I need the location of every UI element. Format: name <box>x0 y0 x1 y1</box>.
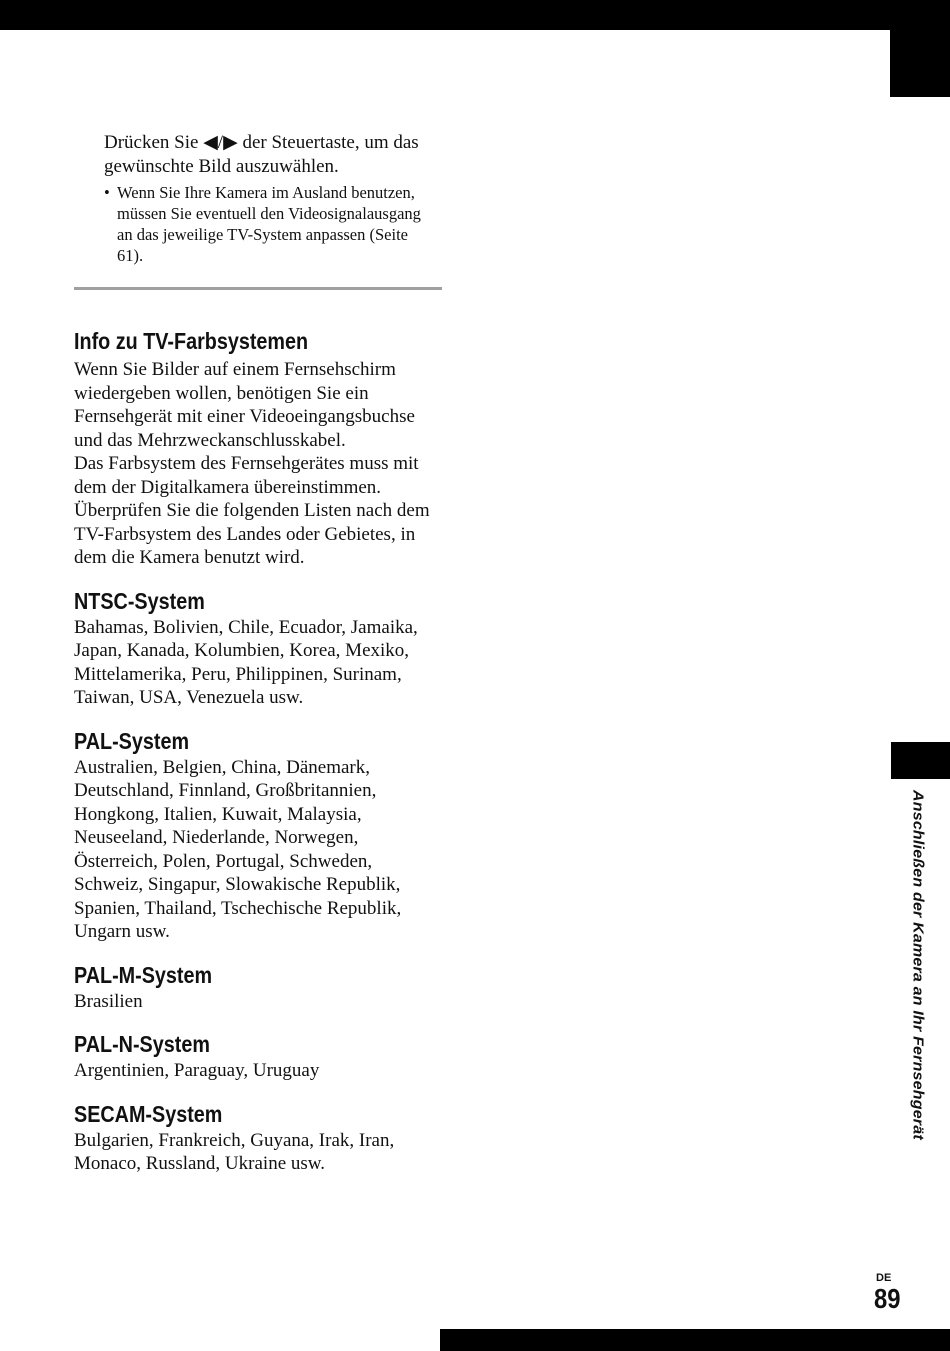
main-content <box>74 326 444 1176</box>
intro-bullet <box>104 182 434 266</box>
system-countries: Bulgarien, Frankreich, Guyana, Irak, Iran, Monaco, Russland, Ukraine usw. <box>74 1129 395 1174</box>
system-section-pal-n <box>74 1029 444 1083</box>
section-side-label: Anschließen der Kamera an Ihr Fernsehgerät <box>909 790 926 1140</box>
info-paragraph-1: Wenn Sie Bilder auf einem Fernsehschirm wiedergeben wollen, benötigen Sie ein Fernsehgerät mit einer Videoeingangsbuchse und das Mehrzweckanschlusskabel. <box>74 359 415 451</box>
system-heading: PAL-N-System <box>74 1031 210 1057</box>
system-heading: SECAM-System <box>74 1100 223 1127</box>
system-countries: Argentinien, Paraguay, Uruguay <box>74 1060 320 1081</box>
system-countries: Bahamas, Bolivien, Chile, Ecuador, Jamaika, Japan, Kanada, Kolumbien, Korea, Mexiko, Mittelamerika, Peru, Philippinen, Surinam, Taiwan, USA, Venezuela usw. <box>74 616 418 708</box>
system-heading: PAL-M-System <box>74 961 213 988</box>
system-countries: Australien, Belgien, China, Dänemark, Deutschland, Finnland, Großbritannien, Hongkong, Italien, Kuwait, Malaysia, Neuseeland, Niederlande, Norwegen, Österreich, Polen, Portugal, Schweden, Schweiz, Singapur, Slowakische Republik, Spanien, Thailand, Tschechische Republik, Ungarn usw. <box>74 756 402 942</box>
system-heading: PAL-System <box>74 727 190 754</box>
intro-step-text: Drücken Sie ◀/▶ der Steuertaste, um das gewünschte Bild auszuwählen. <box>104 132 419 177</box>
section-tab-marker <box>891 742 950 779</box>
top-bar <box>0 0 950 30</box>
section-divider <box>74 287 442 290</box>
system-countries: Brasilien <box>74 990 143 1012</box>
bullet-icon: • <box>104 183 110 202</box>
section-heading-tv-colour-systems: Info zu TV-Farbsystemen <box>74 328 309 354</box>
intro-bullet-text: Wenn Sie Ihre Kamera im Ausland benutzen, müssen Sie eventuell den Videosignalausgang an das jeweilige TV-System anpassen (Seite 61). <box>117 183 421 265</box>
page-number: 89 <box>874 1283 901 1314</box>
info-paragraph-2: Das Farbsystem des Fernsehgerätes muss mit dem der Digitalkamera übereinstimmen. Überprüfen Sie die folgenden Listen nach dem TV-Farbsystem des Landes oder Gebietes, in dem die Kamera benutzt wird. <box>74 453 430 568</box>
system-heading: NTSC-System <box>74 587 205 614</box>
system-section-pal <box>74 726 444 944</box>
corner-tab <box>890 0 950 97</box>
bottom-bar <box>440 1329 950 1351</box>
system-section-ntsc <box>74 586 444 710</box>
system-section-secam <box>74 1099 444 1176</box>
page-language-code: DE <box>876 1272 892 1284</box>
system-section-pal-m <box>74 960 444 1014</box>
intro-block <box>104 131 434 266</box>
